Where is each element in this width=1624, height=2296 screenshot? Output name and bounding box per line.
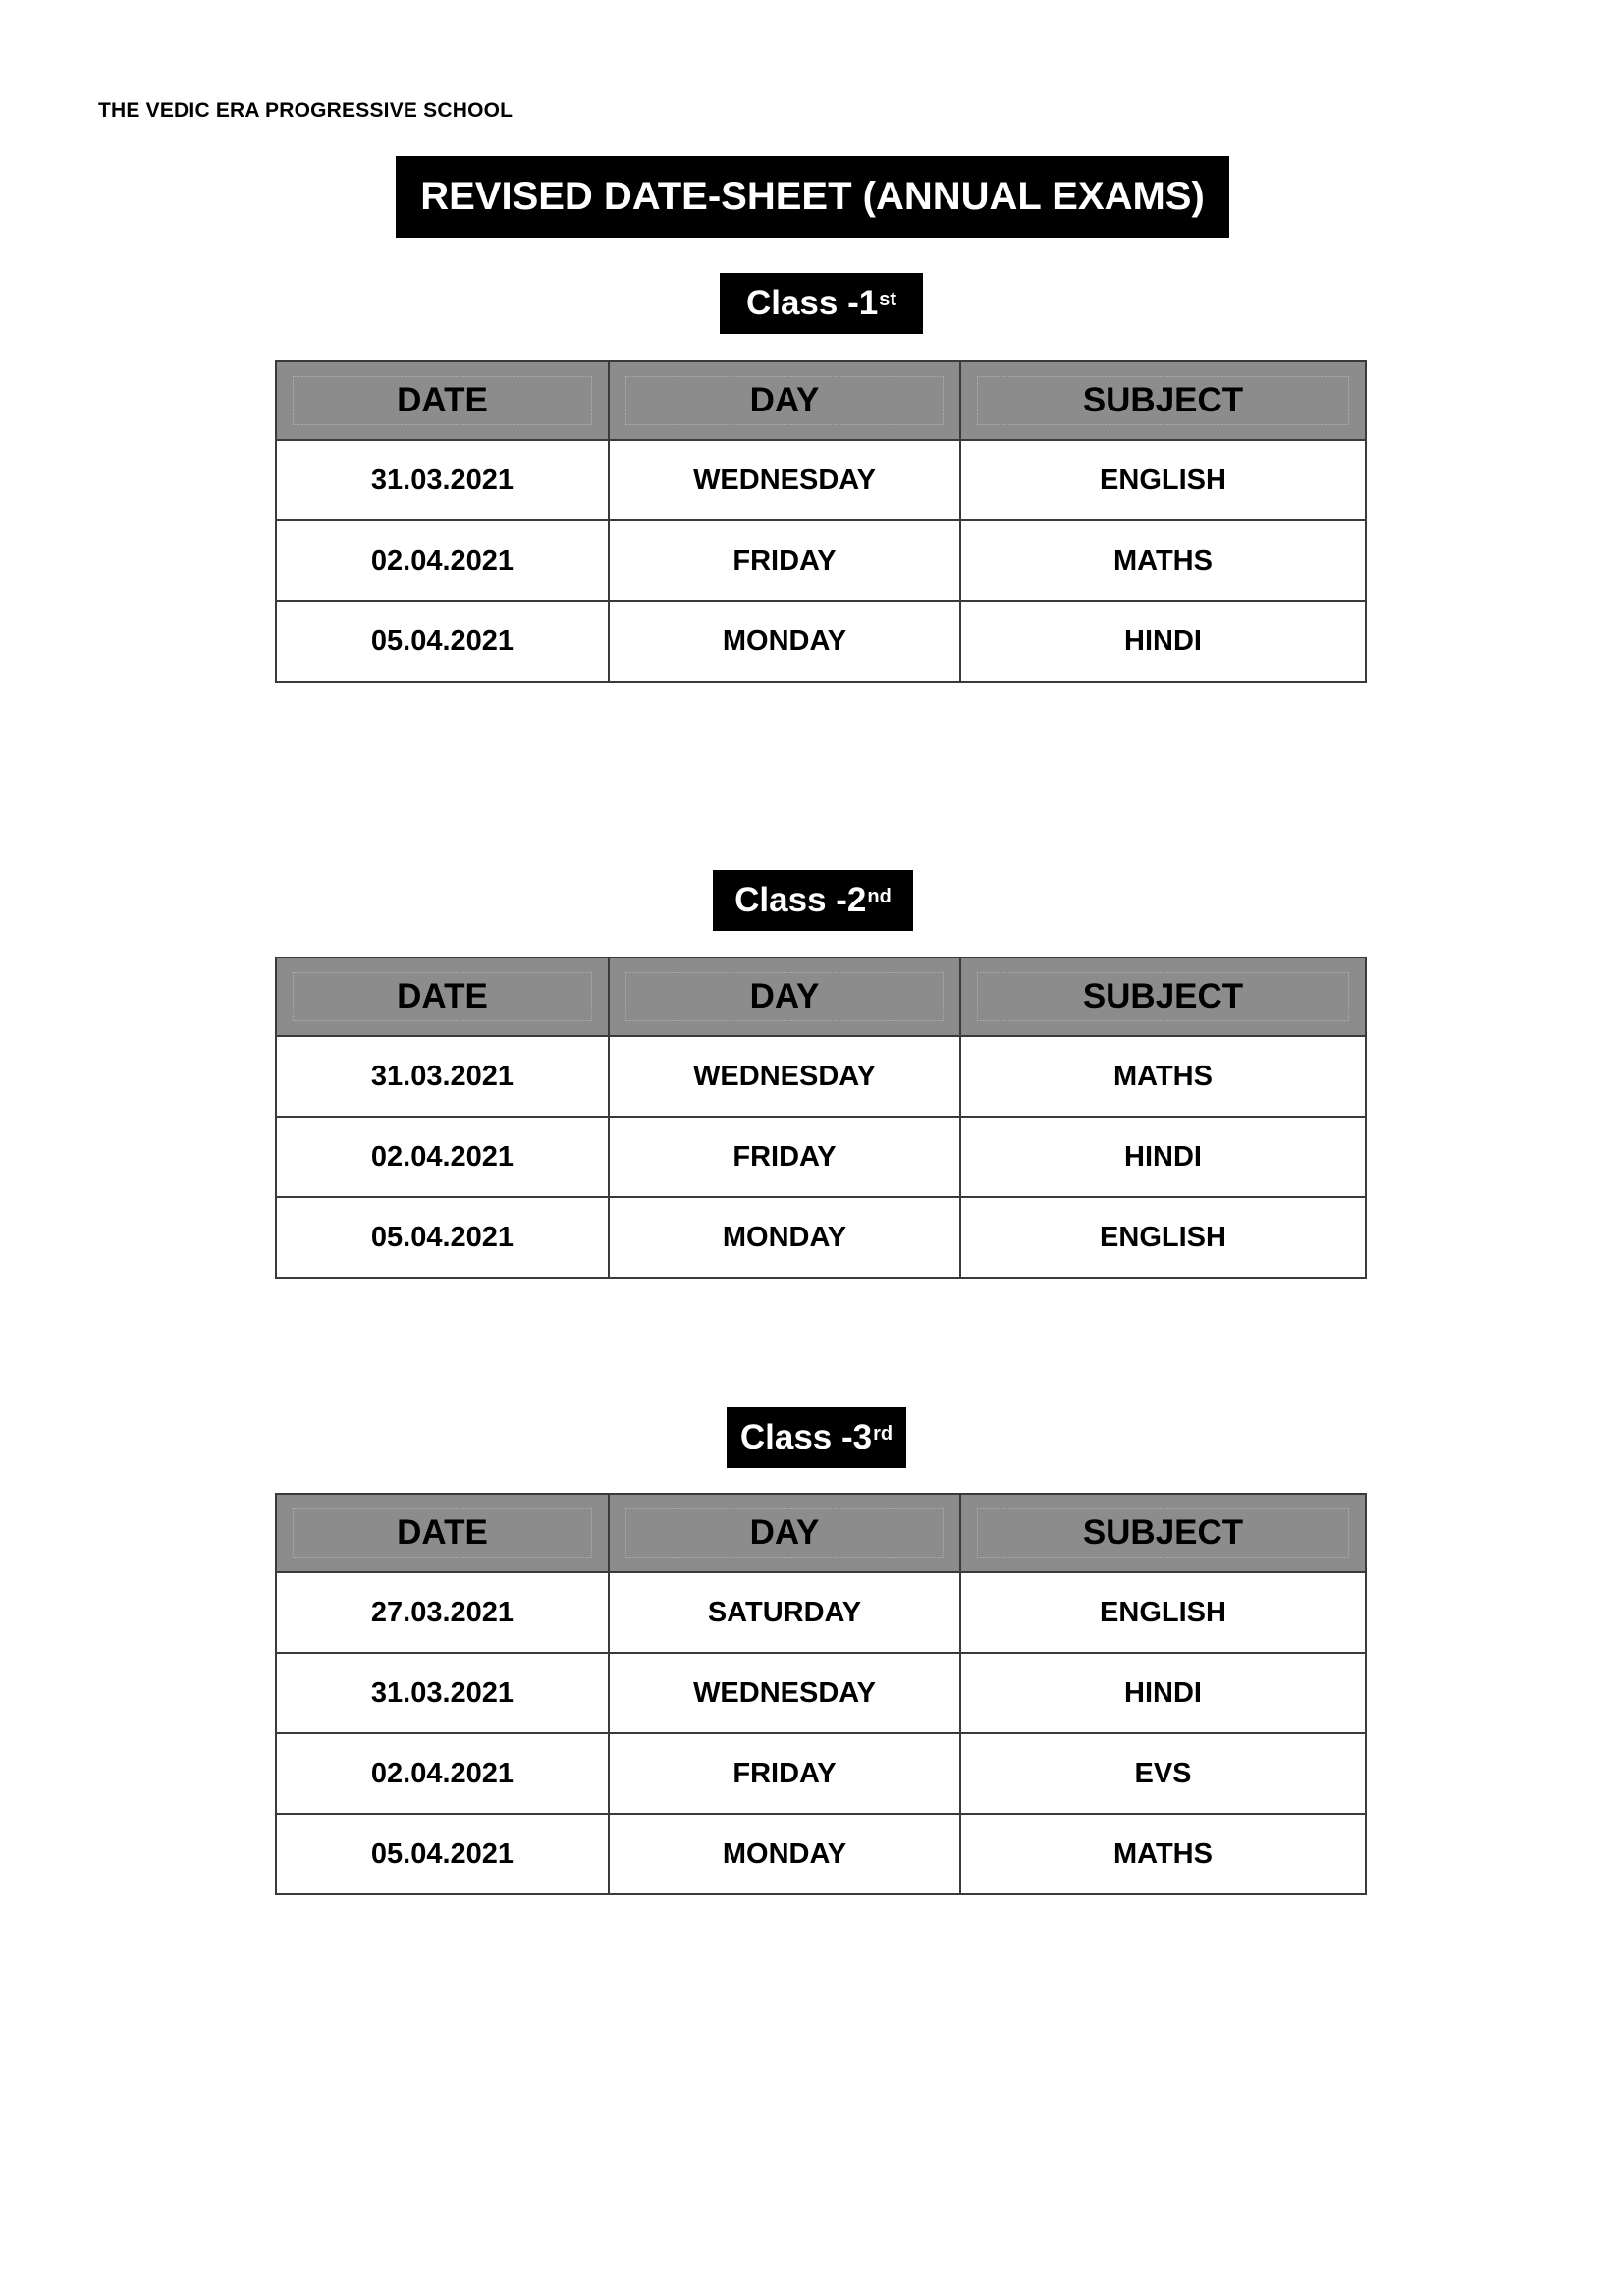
subject-cell: HINDI xyxy=(960,601,1366,682)
subject-column-header: SUBJECT xyxy=(960,1494,1366,1572)
day-column-header: DAY xyxy=(609,361,960,440)
day-cell: MONDAY xyxy=(609,601,960,682)
date-cell: 31.03.2021 xyxy=(276,1036,609,1117)
subject-cell: MATHS xyxy=(960,1814,1366,1894)
subject-cell: ENGLISH xyxy=(960,440,1366,520)
subject-cell: HINDI xyxy=(960,1653,1366,1733)
table-row xyxy=(276,1036,1366,1117)
class-suffix: st xyxy=(879,288,897,310)
date-column-header: DATE xyxy=(276,957,609,1036)
class-3-heading xyxy=(727,1407,906,1468)
day-cell: SATURDAY xyxy=(609,1572,960,1653)
table-row xyxy=(276,1572,1366,1653)
table-row xyxy=(276,1653,1366,1733)
date-cell: 02.04.2021 xyxy=(276,1117,609,1197)
table-row xyxy=(276,1733,1366,1814)
day-cell: FRIDAY xyxy=(609,1117,960,1197)
day-cell: WEDNESDAY xyxy=(609,1036,960,1117)
document-title: REVISED DATE-SHEET (ANNUAL EXAMS) xyxy=(396,156,1229,238)
class-2-table xyxy=(275,957,1367,1279)
date-cell: 05.04.2021 xyxy=(276,601,609,682)
subject-cell: MATHS xyxy=(960,1036,1366,1117)
class-label: Class -3 xyxy=(739,1418,873,1456)
day-cell: MONDAY xyxy=(609,1814,960,1894)
date-cell: 31.03.2021 xyxy=(276,440,609,520)
date-cell: 31.03.2021 xyxy=(276,1653,609,1733)
day-column-header: DAY xyxy=(609,957,960,1036)
class-2-heading xyxy=(713,870,913,931)
day-cell: FRIDAY xyxy=(609,520,960,601)
date-cell: 02.04.2021 xyxy=(276,520,609,601)
date-cell: 27.03.2021 xyxy=(276,1572,609,1653)
class-1-table xyxy=(275,360,1367,683)
day-cell: WEDNESDAY xyxy=(609,1653,960,1733)
subject-cell: HINDI xyxy=(960,1117,1366,1197)
day-cell: WEDNESDAY xyxy=(609,440,960,520)
subject-cell: MATHS xyxy=(960,520,1366,601)
subject-cell: EVS xyxy=(960,1733,1366,1814)
date-cell: 05.04.2021 xyxy=(276,1197,609,1278)
table-row xyxy=(276,520,1366,601)
day-column-header: DAY xyxy=(609,1494,960,1572)
day-cell: FRIDAY xyxy=(609,1733,960,1814)
table-row xyxy=(276,1814,1366,1894)
table-header-row xyxy=(276,957,1366,1036)
subject-cell: ENGLISH xyxy=(960,1572,1366,1653)
table-row xyxy=(276,601,1366,682)
class-suffix: rd xyxy=(873,1422,893,1445)
date-cell: 02.04.2021 xyxy=(276,1733,609,1814)
subject-column-header: SUBJECT xyxy=(960,361,1366,440)
class-suffix: nd xyxy=(867,885,892,907)
school-name: THE VEDIC ERA PROGRESSIVE SCHOOL xyxy=(98,99,514,122)
date-column-header: DATE xyxy=(276,361,609,440)
table-row xyxy=(276,1117,1366,1197)
date-column-header: DATE xyxy=(276,1494,609,1572)
day-cell: MONDAY xyxy=(609,1197,960,1278)
subject-cell: ENGLISH xyxy=(960,1197,1366,1278)
table-row xyxy=(276,1197,1366,1278)
date-cell: 05.04.2021 xyxy=(276,1814,609,1894)
table-header-row xyxy=(276,361,1366,440)
subject-column-header: SUBJECT xyxy=(960,957,1366,1036)
table-row xyxy=(276,440,1366,520)
class-3-table xyxy=(275,1493,1367,1895)
class-1-heading xyxy=(720,273,923,334)
class-label: Class -2 xyxy=(734,881,867,919)
table-header-row xyxy=(276,1494,1366,1572)
class-label: Class -1 xyxy=(745,284,879,322)
